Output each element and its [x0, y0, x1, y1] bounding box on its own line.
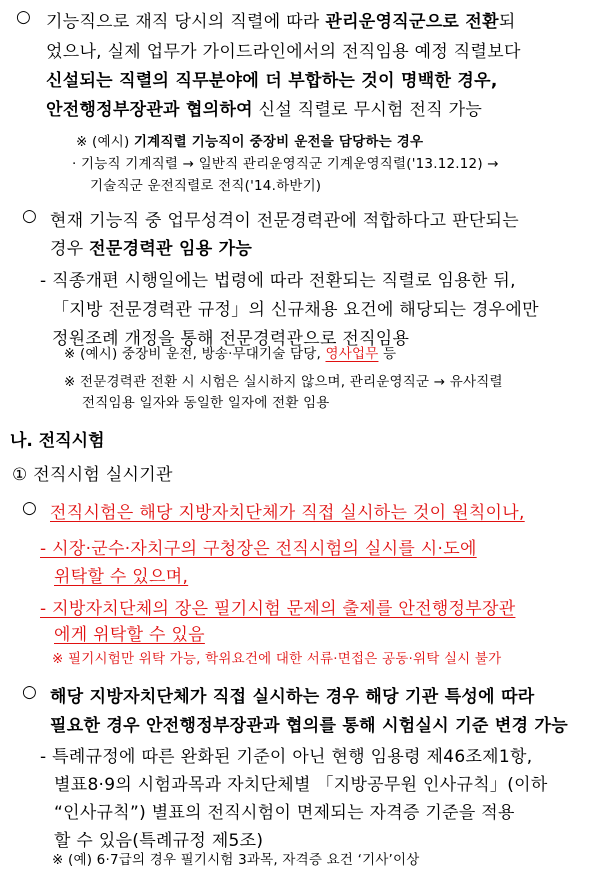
note-line: 전직임용 일자와 동일한 일자에 전환 임용 — [82, 395, 330, 411]
paragraph-line: 필요한 경우 안전행정부장관과 협의를 통해 시험실시 기준 변경 가능 — [50, 716, 568, 736]
paragraph-line: 기능직으로 재직 당시의 직렬에 따라 관리운영직군으로 전환되 — [46, 12, 516, 32]
note-line: ※ 필기시험만 위탁 가능, 학위요건에 대한 서류·면접은 공동·위탁 실시 불가 — [52, 651, 502, 667]
paragraph-line: 안전행정부장관과 협의하여 신설 직렬로 무시험 전직 가능 — [46, 100, 483, 120]
section-title: 나. 전직시험 — [10, 431, 105, 451]
note-line: 기술직군 운전직렬로 전직('14.하반기) — [90, 178, 322, 194]
paragraph-line: 해당 지방자치단체가 직접 실시하는 경우 해당 기관 특성에 따라 — [50, 687, 535, 707]
paragraph-line: 현재 기능직 중 업무성격이 전문경력관에 적합하다고 판단되는 — [50, 211, 519, 231]
bullet-circle: ○ — [16, 7, 32, 27]
dash-line: - 시장·군수·자치구의 구청장은 전직시험의 실시를 시·도에 — [40, 539, 477, 559]
paragraph-line: 신설되는 직렬의 직무분야에 더 부합하는 것이 명백한 경우, — [46, 71, 498, 91]
paragraph-line: 었으나, 실제 업무가 가이드라인에서의 전직임용 예정 직렬보다 — [46, 42, 521, 62]
note-line: ※ (예) 6·7급의 경우 필기시험 3과목, 자격증 요건 ‘기사’이상 — [52, 852, 420, 868]
dash-line: - 지방자치단체의 장은 필기시험 문제의 출제를 안전행정부장관 — [40, 599, 516, 619]
paragraph-line: 경우 전문경력관 임용 가능 — [50, 239, 253, 259]
dash-line: 「지방 전문경력관 규정」의 신규채용 요건에 해당되는 경우에만 — [52, 300, 539, 320]
dash-line: 에게 위탁할 수 있음 — [54, 625, 205, 645]
bullet-circle: ○ — [22, 682, 38, 702]
dash-line: 위탁할 수 있으며, — [54, 567, 189, 587]
bullet-circle: ○ — [22, 498, 38, 518]
bullet-circle: ○ — [22, 206, 38, 226]
dash-line: 정원조례 개정을 통해 전문경력관으로 전직임용 — [52, 329, 410, 349]
note-line: · 기능직 기계직렬 → 일반직 관리운영직군 기계운영직렬('13.12.12) → — [72, 156, 499, 172]
note-line: ※ (예시) 중장비 운전, 방송·무대기술 담당, 영사업무 등 — [64, 346, 397, 362]
subsection-title: ① 전직시험 실시기관 — [12, 465, 173, 485]
dash-line: 별표8·9의 시험과목과 자치단체별 「지방공무원 인사규칙」(이하 — [54, 775, 548, 795]
note-line: ※ 전문경력관 전환 시 시험은 실시하지 않으며, 관리운영직군 → 유사직렬 — [64, 374, 503, 390]
dash-line: 할 수 있음(특례규정 제5조) — [54, 831, 264, 851]
dash-line: - 직종개편 시행일에는 법령에 따라 전환되는 직렬로 임용한 뒤, — [40, 271, 516, 291]
paragraph-line: 전직시험은 해당 지방자치단체가 직접 실시하는 것이 원칙이나, — [50, 503, 525, 523]
dash-line: “인사규칙”) 별표의 전직시험이 면제되는 자격증 기준을 적용 — [54, 803, 515, 823]
note-line: ※ (예시) 기계직렬 기능직이 중장비 운전을 담당하는 경우 — [76, 134, 424, 150]
dash-line: - 특례규정에 따른 완화된 기준이 아닌 현행 임용령 제46조제1항, — [40, 747, 533, 767]
